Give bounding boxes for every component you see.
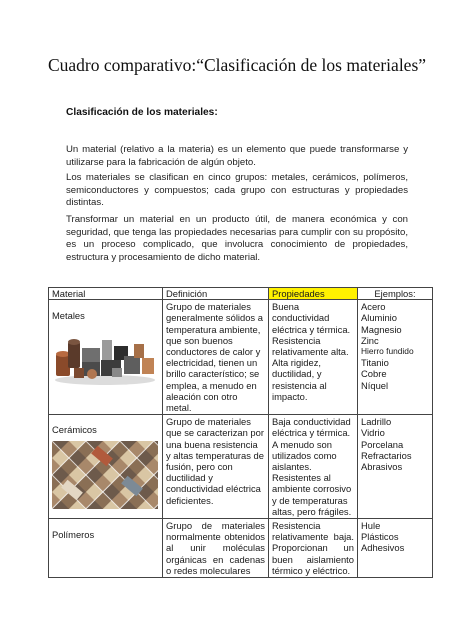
propiedades-text: Resistencia relativamente baja. Proporcionan un buen aislamiento térmico y eléctrico.: [272, 520, 354, 576]
cell-definicion-ceramicos: Grupo de materiales que se caracterizan por una buena resistencia y altas temperaturas de fusión, pero con ductilidad y conductividad eléctrica deficientes.: [163, 415, 269, 519]
example-item: Adhesivos: [361, 542, 405, 554]
example-item: Aluminio: [361, 312, 397, 324]
paragraph-transform: Transformar un material en un producto útil, de manera económica y con seguridad, que tenga las propiedades necesarias para cumplir con su propósito, es un proceso complicado, que involucra conocimiento de propiedades, estructura y procesamiento de dicho material.: [66, 214, 408, 263]
material-name: Metales: [52, 310, 85, 322]
cell-propiedades-ceramicos: Baja conductividad eléctrica y térmica. A menudo son utilizados como aislantes. Resistentes al ambiente corrosivo y de temperaturas altas, pero frágiles.: [269, 415, 358, 519]
section-heading: Clasificación de los materiales:: [66, 107, 218, 118]
example-item: Cobre: [361, 368, 387, 380]
cell-definicion-metales: Grupo de materiales generalmente sólidos a temperatura ambiente, que son buenos conductores de calor y electricidad, tienen un brillo característico; se emplea, a menudo en aleación con otro metal.: [163, 300, 269, 415]
cell-ejemplos-polimeros: [358, 519, 433, 578]
table-header-row: [49, 288, 433, 300]
cell-ejemplos-ceramicos: [358, 415, 433, 519]
example-item: Plásticos: [361, 531, 399, 543]
paragraph-groups: Los materiales se clasifican en cinco grupos: metales, cerámicos, polímeros, semiconductores y compuestos; cada grupo con estructuras y propiedades distintas.: [66, 172, 408, 209]
example-item: Abrasivos: [361, 461, 403, 473]
examples-clip: [361, 520, 429, 567]
example-item: Acero: [361, 301, 386, 313]
example-item: Vidrio: [361, 427, 385, 439]
material-name: Polímeros: [52, 529, 95, 541]
example-item: Hierro fundido: [361, 346, 414, 357]
example-item: Ladrillo: [361, 416, 392, 428]
example-item: Porcelana: [361, 438, 404, 450]
cell-definicion-polimeros: [163, 519, 269, 578]
cell-material-polimeros: [49, 519, 163, 578]
example-item: Titanio: [361, 357, 389, 369]
header-propiedades: Propiedades: [269, 288, 358, 300]
example-item: Refractarios: [361, 449, 412, 461]
cell-ejemplos-metales: [358, 300, 433, 415]
definicion-text: Grupo de materiales normalmente obtenidos al unir moléculas orgánicas en cadenas o redes moleculares: [166, 520, 265, 576]
header-ejemplos: Ejemplos:: [358, 288, 433, 300]
material-name: Cerámicos: [52, 424, 97, 436]
cell-clip: [52, 529, 159, 576]
table-row-ceramicos: [49, 415, 433, 519]
cell-propiedades-metales: Buena conductividad eléctrica y térmica. Resistencia relativamente alta. Alta rigidez, ductilidad, y resistencia al impacto.: [269, 300, 358, 415]
header-definicion: Definición: [163, 288, 269, 300]
table-row-polimeros: [49, 519, 433, 578]
cell-material-ceramicos: [49, 415, 163, 519]
example-item: Hule: [361, 520, 381, 532]
comparison-table: [48, 287, 433, 578]
example-item: Níquel: [361, 379, 389, 391]
table-row-metales: [49, 300, 433, 415]
example-item: Magnesio: [361, 323, 402, 335]
example-item: Zinc: [361, 334, 379, 346]
metal-samples-photo: [52, 326, 158, 386]
cell-material-metales: [49, 300, 163, 415]
cell-propiedades-polimeros: [269, 519, 358, 578]
paragraph-definition: Un material (relativo a la materia) es un elemento que puede transformarse y utilizarse para la fabricación de algún objeto.: [66, 144, 408, 168]
ceramic-tiles-photo: [52, 441, 158, 509]
document-title: Cuadro comparativo:“Clasificación de los materiales”: [47, 55, 427, 75]
header-material: Material: [49, 288, 163, 300]
